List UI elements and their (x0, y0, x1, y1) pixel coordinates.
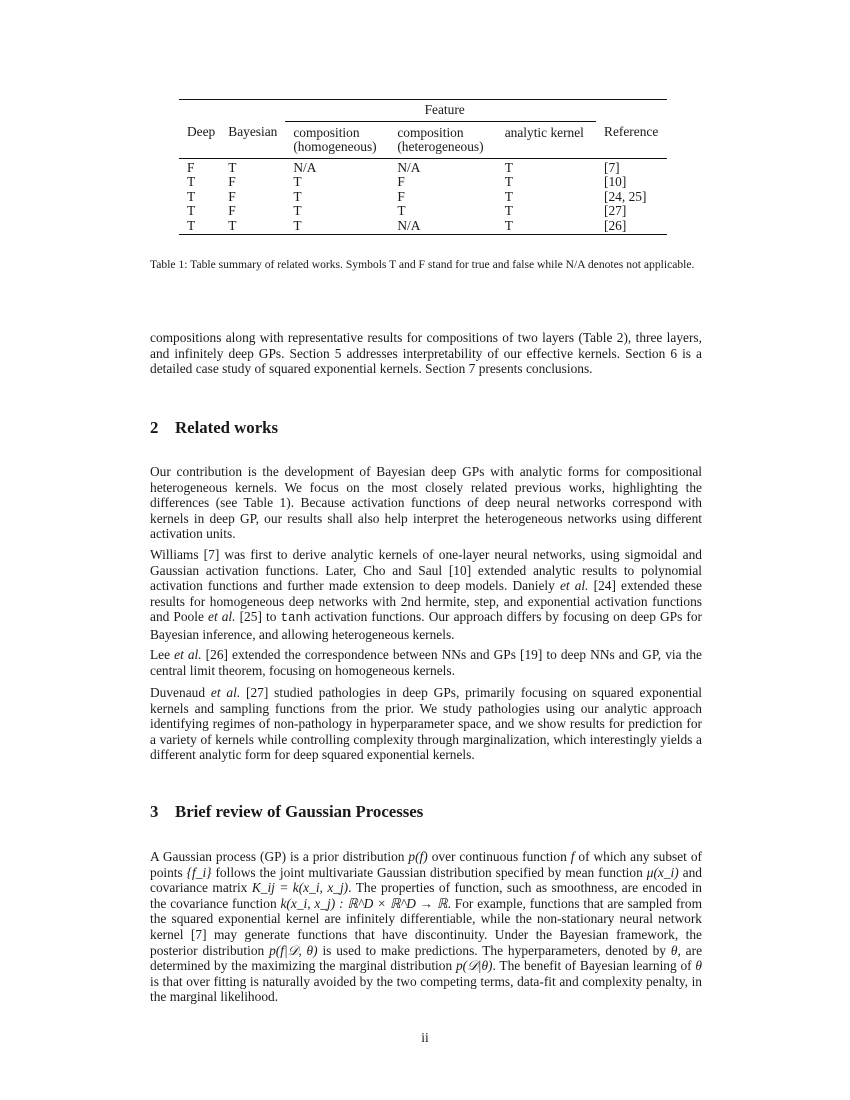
table-cell: T (504, 159, 513, 175)
table-cell: F (397, 188, 405, 204)
section-3-number: 3 (150, 802, 159, 821)
section-2-title: Related works (175, 418, 279, 437)
related-works-paragraph-1: Our contribution is the development of Bayesian deep GPs with analytic forms for compositional heterogeneous kernels. We focus on the most closely related previous works, highlighting the differences (see Table 1). Because activation functions of deep neural networks correspond with kernels in deep GP, our results shall also help interpret the heterogeneous networks using different activation units. (150, 464, 702, 542)
table-cell: F (228, 203, 236, 218)
math-p-of-f: p(f) (408, 849, 428, 864)
related-works-paragraph-3: Lee et al. [26] extended the correspondence between NNs and GPs [19] to deep NNs and GP, via the central limit theorem, focusing on homogeneous kernels. (150, 647, 702, 678)
table-cell: T (220, 219, 285, 235)
table-body (179, 158, 667, 235)
column-header: composition (heterogeneous) (389, 121, 496, 158)
math-theta: θ (670, 942, 678, 958)
table-cell: T (179, 219, 220, 235)
table-cell: N/A (389, 219, 496, 235)
related-works-paragraph-4: Duvenaud et al. [27] studied pathologies in deep GPs, primarily focusing on squared exponential kernels and sampling functions from the prior. We study pathologies using our analytic approach identifying regimes of non-pathology in hyperparameter space, and we show results for prediction for a variety of kernels while controlling complexity through marginalization, which interestingly yields a different analytic form for deep squared exponential kernels. (150, 685, 702, 763)
table-cell: T (187, 203, 196, 218)
feature-header-label: Feature (424, 102, 465, 117)
math-f: f (570, 849, 575, 864)
table-row (179, 158, 667, 175)
table-cell: F (397, 174, 405, 189)
table-cell: T (504, 174, 513, 189)
math-kernel-map: k(x_i, x_j) : ℝ^D × ℝ^D → ℝ (280, 895, 448, 911)
section-2-number: 2 (150, 418, 159, 437)
table-cell: T (187, 174, 196, 189)
table-cell: T (504, 188, 513, 204)
feature-group-header (285, 100, 596, 122)
section-3-heading (150, 802, 423, 822)
column-header: Deep (179, 121, 220, 158)
math-posterior: p(f|𝒟, θ) (269, 942, 318, 958)
table-cell: T (497, 219, 596, 235)
related-works-table-container (179, 99, 667, 235)
table-row (179, 219, 667, 235)
table-row (179, 190, 667, 205)
column-header: Reference (596, 121, 667, 158)
column-header: composition (homogeneous) (285, 121, 389, 158)
table-cell: [24, 25] (604, 188, 647, 204)
table-cell: T (293, 174, 302, 189)
table-cell: T (293, 188, 302, 204)
section-2-heading (150, 418, 278, 438)
math-mean-function: μ(x_i) (646, 864, 679, 880)
table-cell: N/A (397, 159, 421, 175)
page-number: ii (421, 1030, 429, 1045)
intro-continuation-paragraph: compositions along with representative results for compositions of two layers (Table 2), three layers, and infinitely deep GPs. Section 5 addresses interpretability of our effective kernels. Section 6 is a detailed case study of squared exponential kernels. Section 7 presents conclusions. (150, 330, 702, 377)
table-cell: N/A (293, 159, 317, 175)
math-marginal: p(𝒟|θ) (455, 958, 493, 974)
table-cell: T (187, 188, 196, 204)
math-theta-2: θ (695, 958, 702, 974)
table-cell: [10] (604, 174, 627, 189)
table-cell: F (228, 188, 236, 204)
table-cell: F (187, 159, 195, 175)
table-cell: T (397, 203, 406, 218)
table-row (179, 175, 667, 190)
section-3-title: Brief review of Gaussian Processes (175, 802, 424, 821)
table-caption: Table 1: Table summary of related works. Symbols T and F stand for true and false while N/A denotes not applicable. (150, 257, 695, 271)
related-works-table (179, 99, 667, 235)
table-cell: [26] (596, 219, 667, 235)
column-header: analytic kernel (497, 121, 596, 158)
table-cell: F (228, 174, 236, 189)
table-row (179, 204, 667, 219)
related-works-paragraph-2: Williams [7] was first to derive analytic kernels of one-layer neural networks, using sigmoidal and Gaussian activation functions. Later, Cho and Saul [10] extended analytic results to polynomial activation functions and further made extension to deep models. Daniely et al. [24] extended these results for homogeneous deep networks with 2nd hermite, step, and exponential activation functions and Poole et al. [25] to tanh activation functions. Our approach differs by focusing on deep GPs for Bayesian inference, and allowing heterogeneous kernels. (150, 547, 703, 642)
table-header-row (179, 121, 667, 158)
table-cell: [7] (604, 159, 620, 175)
math-covariance-matrix: K_ij = k(x_i, x_j) (251, 880, 349, 896)
table-cell: T (293, 203, 302, 218)
table-cell: T (285, 219, 389, 235)
table-cell: [27] (604, 203, 627, 218)
math-fi-set: {f_i} (186, 864, 212, 880)
column-header: Bayesian (220, 121, 285, 158)
gp-review-paragraph: A Gaussian process (GP) is a prior distribution p(f) over continuous function f of which any subset of points {f_i} follows the joint multivariate Gaussian distribution specified by mean function μ(x_i) and covariance matrix K_ij = k(x_i, x_j). The properties of function, such as smoothness, are encoded in the covariance function k(x_i, x_j) : ℝ^D × ℝ^D → ℝ. For example, functions that are sampled from the squared exponential kernel are infinitely differentiable, while the non-stationary neural network kernel [7] may generate functions that have discontinuity. Under the Bayesian framework, the posterior distribution p(f|𝒟, θ) is used to make predictions. The hyperparameters, denoted by θ, are determined by the maximizing the marginal distribution p(𝒟|θ). The benefit of Bayesian learning of θ is that over fitting is naturally avoided by the two competing terms, data-fit and complexity penalty, in the marginal likelihood. (150, 849, 703, 1005)
table-cell: T (504, 203, 513, 218)
table-cell: T (228, 159, 237, 175)
